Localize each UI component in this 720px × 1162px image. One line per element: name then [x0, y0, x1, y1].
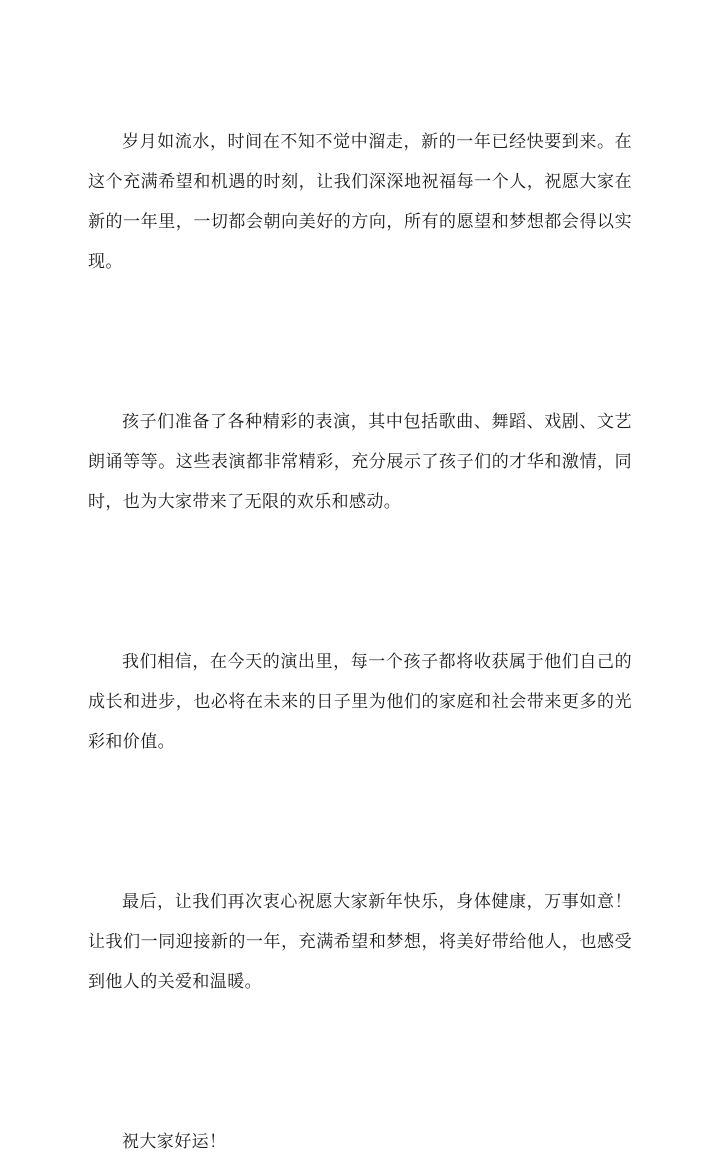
document-body	[88, 122, 632, 1162]
paragraph-performances: 孩子们准备了各种精彩的表演，其中包括歌曲、舞蹈、戏剧、文艺朗诵等等。这些表演都非常精彩，充分展示了孩子们的才华和激情，同时，也为大家带来了无限的欢乐和感动。	[88, 412, 632, 512]
paragraph-good-luck: 祝大家好运！	[122, 1132, 227, 1152]
paragraph-growth: 我们相信，在今天的演出里，每一个孩子都将收获属于他们自己的成长和进步，也必将在未来的日子里为他们的家庭和社会带来更多的光彩和价值。	[88, 652, 632, 752]
paragraph-closing-wishes: 最后，让我们再次衷心祝愿大家新年快乐，身体健康，万事如意！让我们一同迎接新的一年，充满希望和梦想，将美好带给他人，也感受到他人的关爱和温暖。	[88, 892, 632, 992]
paragraph-new-year-wishes: 岁月如流水，时间在不知不觉中溜走，新的一年已经快要到来。在这个充满希望和机遇的时刻，让我们深深地祝福每一个人，祝愿大家在新的一年里，一切都会朝向美好的方向，所有的愿望和梦想都会得以实现。	[88, 132, 632, 272]
